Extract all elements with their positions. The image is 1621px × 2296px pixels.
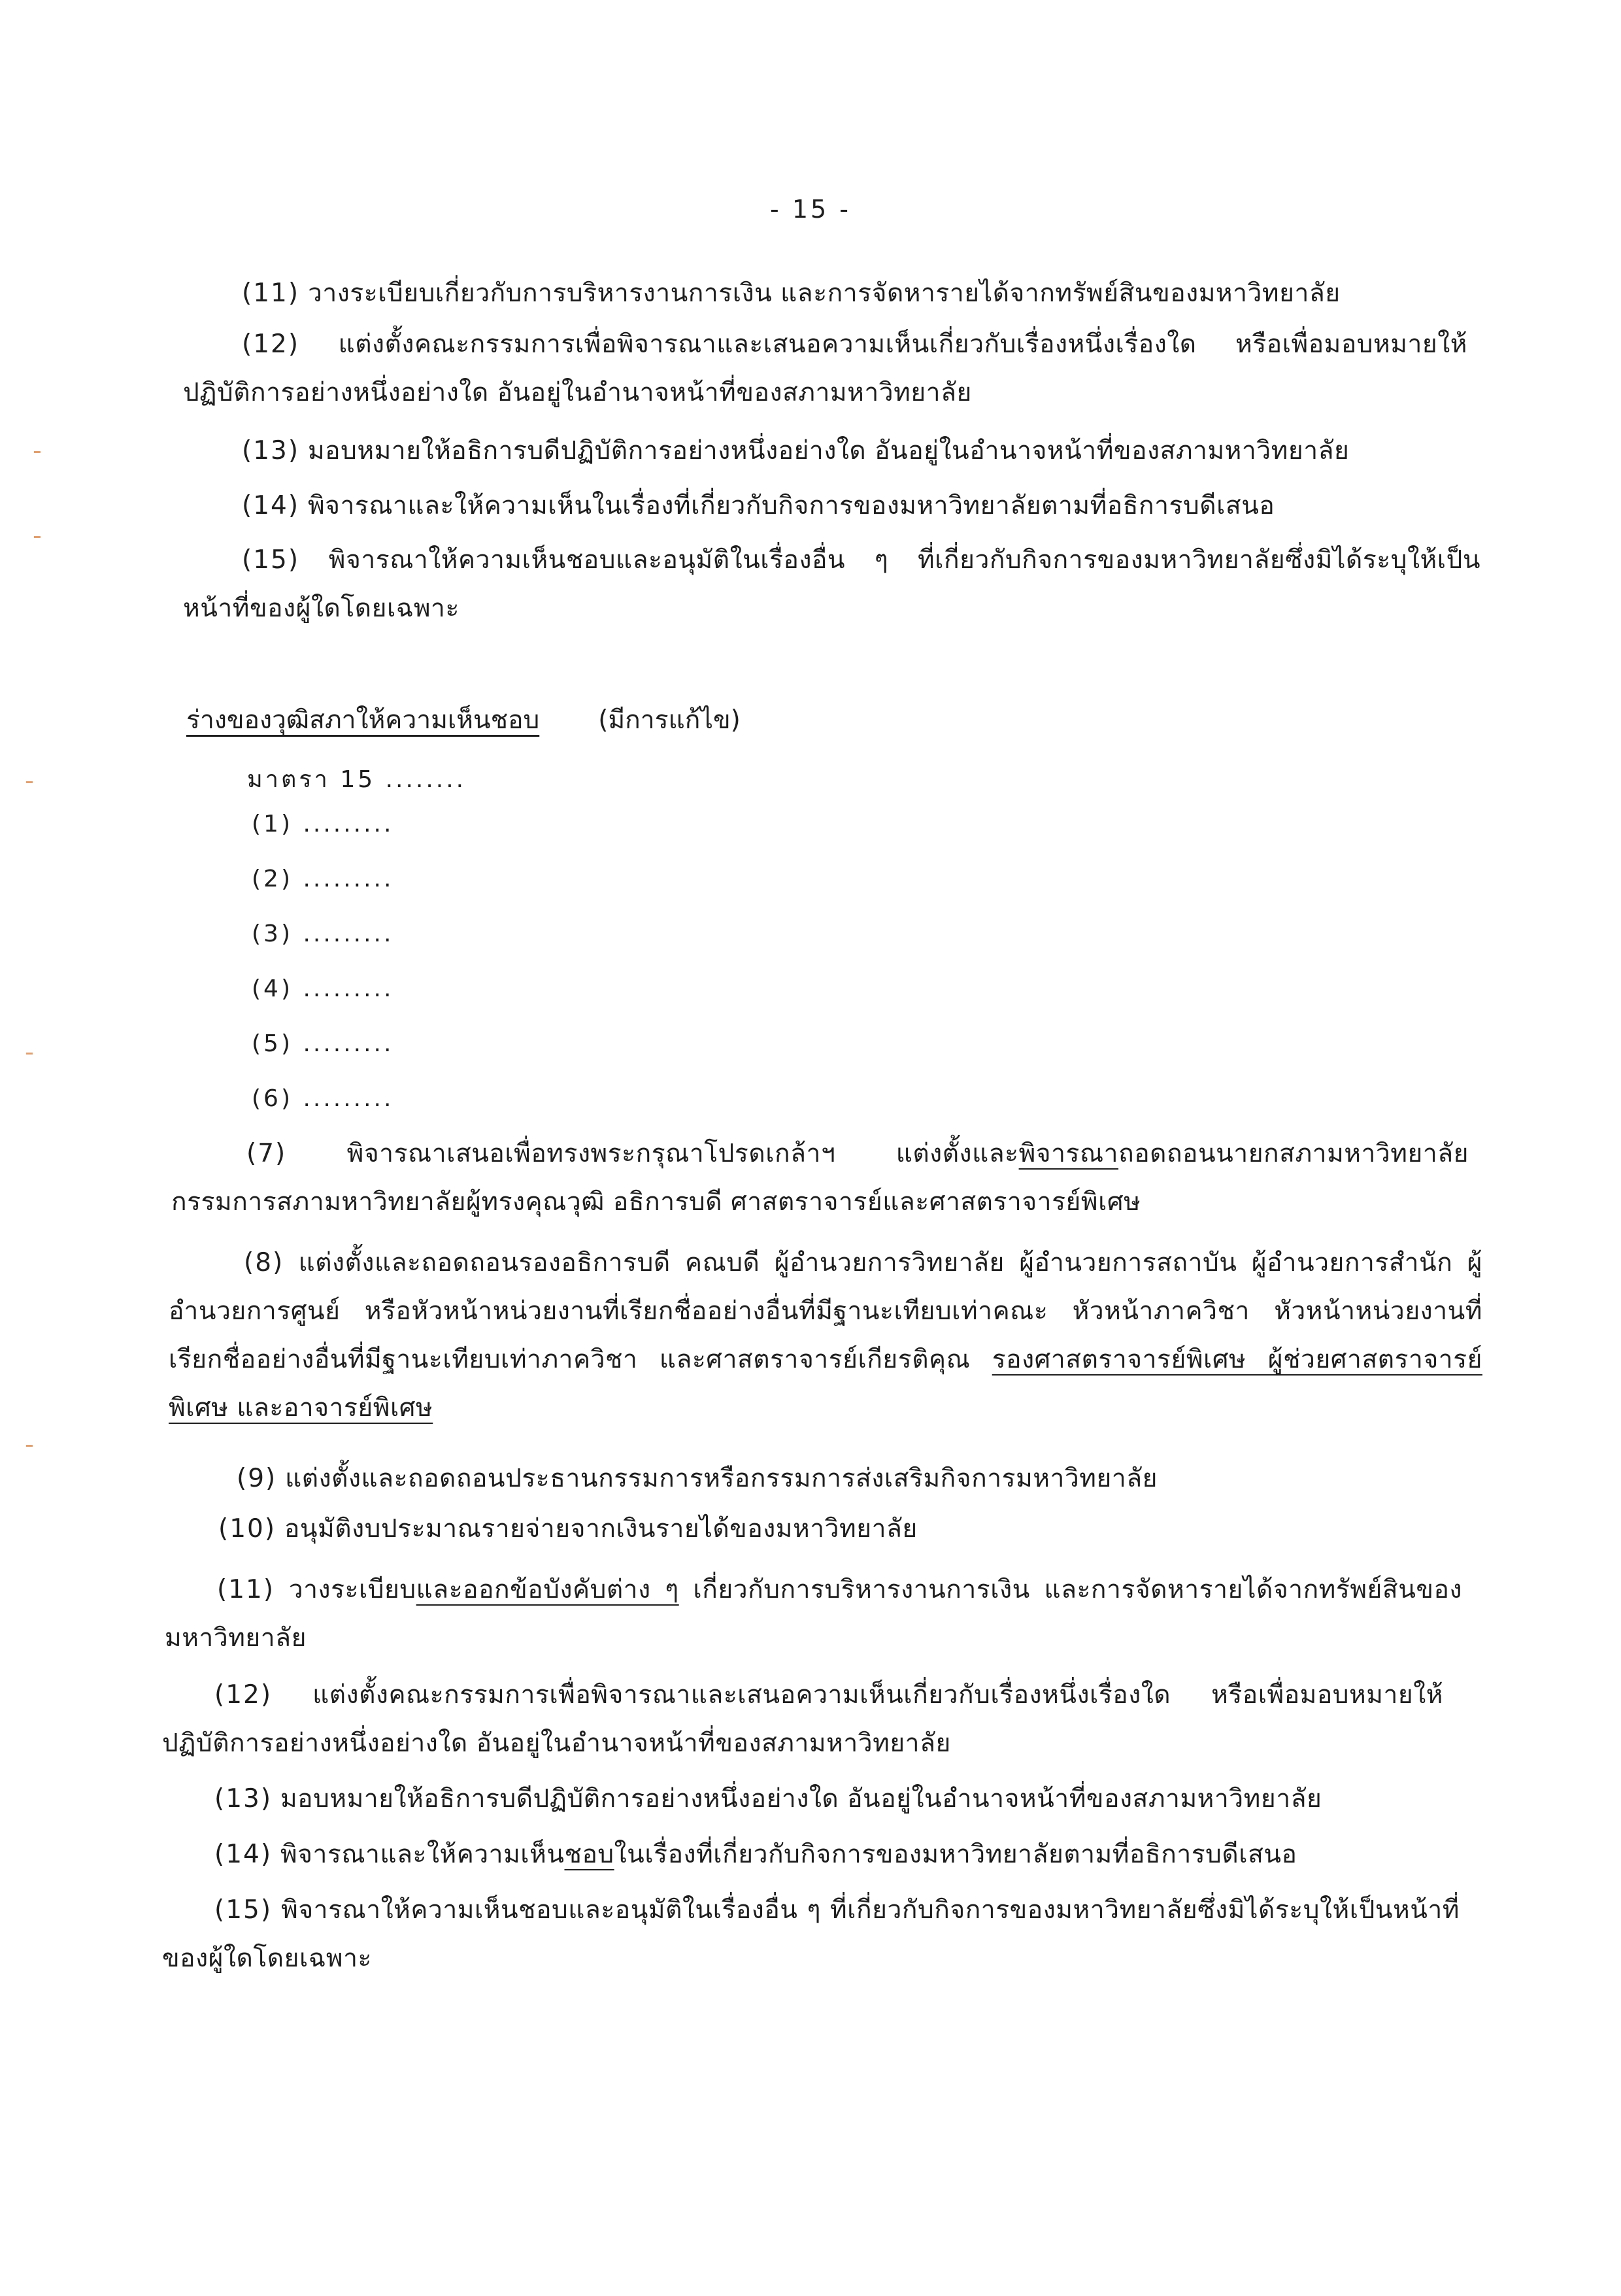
item-number: (13) <box>242 436 300 465</box>
item-text: ในเรื่องที่เกี่ยวกับกิจการของมหาวิทยาลัยตามที่อธิการบดีเสนอ <box>614 1840 1297 1869</box>
top-item-15 <box>183 536 1480 633</box>
item-number: (9) <box>237 1464 277 1493</box>
item-number: (2) <box>252 866 293 892</box>
stub-item-6 <box>252 1085 393 1112</box>
stub-item-2 <box>252 866 393 892</box>
item-text: มอบหมายให้อธิการบดีปฏิบัติการอย่างหนึ่งอย่างใด อันอยู่ในอำนาจหน้าที่ของสภามหาวิทยาลัย <box>280 1784 1322 1814</box>
margin-mark <box>34 451 41 453</box>
item-10 <box>171 1505 1469 1553</box>
item-dots: ......... <box>303 811 394 837</box>
item-text: พิจารณาและให้ความเห็นในเรื่องที่เกี่ยวกับกิจการของมหาวิทยาลัยตามที่อธิการบดีเสนอ <box>307 491 1275 520</box>
item-number: (4) <box>252 975 293 1002</box>
margin-mark <box>34 536 41 538</box>
item-number: (13) <box>214 1784 273 1814</box>
item-dots: ......... <box>303 866 394 892</box>
item-number: (10) <box>218 1514 276 1544</box>
item-text: วางระเบียบเกี่ยวกับการบริหารงานการเงิน และการจัดหารายได้จากทรัพย์สินของมหาวิทยาลัย <box>307 279 1341 308</box>
item-number: (14) <box>214 1840 273 1869</box>
item-8 <box>169 1239 1482 1432</box>
item-text: พิจารณาให้ความเห็นชอบและอนุมัติในเรื่องอื่น ๆ ที่เกี่ยวกับกิจการของมหาวิทยาลัยซึ่งมิได้ระบุให้เป็นหน้าที่ของผู้ใดโดยเฉพาะ <box>183 545 1481 623</box>
amended-text: รองศาสตราจารย์พิเศษ ผู้ช่วยศาสตราจารย์พิเศษ และอาจารย์พิเศษ <box>169 1345 1482 1423</box>
item-dots: ......... <box>303 920 394 947</box>
item-text: แต่งตั้งคณะกรรมการเพื่อพิจารณาและเสนอความเห็นเกี่ยวกับเรื่องหนึ่งเรื่องใด หรือเพื่อมอบหมายให้ปฏิบัติการอย่างหนึ่งอย่างใด อันอยู่ในอำนาจหน้าที่ของสภามหาวิทยาลัย <box>183 329 1467 407</box>
item-number: (3) <box>252 920 293 947</box>
section-label: มาตรา 15 ........ <box>247 766 467 793</box>
item-15 <box>162 1886 1460 1983</box>
top-item-12 <box>183 320 1467 417</box>
heading-title: ร่างของวุฒิสภาให้ความเห็นชอบ <box>186 705 540 735</box>
item-number: (15) <box>214 1895 273 1925</box>
stub-item-4 <box>252 975 393 1002</box>
item-number: (11) <box>242 279 300 308</box>
item-number: (12) <box>242 329 300 359</box>
section-heading <box>186 696 741 745</box>
item-text: แต่งตั้งและถอดถอนประธานกรรมการหรือกรรมการส่งเสริมกิจการมหาวิทยาลัย <box>285 1464 1158 1493</box>
item-number: (6) <box>252 1085 293 1112</box>
item-number: (14) <box>242 491 300 520</box>
item-text: แต่งตั้งคณะกรรมการเพื่อพิจารณาและเสนอความเห็นเกี่ยวกับเรื่องหนึ่งเรื่องใด หรือเพื่อมอบหมายให้ปฏิบัติการอย่างหนึ่งอย่างใด อันอยู่ในอำนาจหน้าที่ของสภามหาวิทยาลัย <box>162 1680 1443 1758</box>
item-number: (15) <box>242 545 300 575</box>
margin-mark <box>26 1053 33 1055</box>
stub-item-3 <box>252 920 393 947</box>
top-item-11 <box>183 269 1480 318</box>
item-9 <box>171 1455 1469 1503</box>
item-text: เกี่ยวกับการบริหารงานการเงิน และการจัดหารายได้จากทรัพย์สินของมหาวิทยาลัย <box>165 1575 1462 1653</box>
item-number: (12) <box>214 1680 273 1710</box>
item-number: (11) <box>217 1575 275 1604</box>
item-text: อนุมัติงบประมาณรายจ่ายจากเงินรายได้ของมหาวิทยาลัย <box>284 1514 918 1544</box>
item-7 <box>171 1130 1469 1226</box>
item-number: (7) <box>246 1139 287 1168</box>
stub-item-5 <box>252 1030 393 1057</box>
item-number: (5) <box>252 1030 293 1057</box>
item-text: พิจารณาเสนอเพื่อทรงพระกรุณาโปรดเกล้าฯ แต่งตั้งและ <box>346 1139 1019 1168</box>
heading-note: (มีการแก้ไข) <box>598 705 741 735</box>
item-12 <box>162 1671 1443 1768</box>
amended-text: พิจารณา <box>1018 1139 1119 1168</box>
item-dots: ......... <box>303 1030 394 1057</box>
margin-mark <box>26 1445 33 1447</box>
item-dots: ......... <box>303 1085 394 1112</box>
item-text: พิจารณาให้ความเห็นชอบและอนุมัติในเรื่องอื่น ๆ ที่เกี่ยวกับกิจการของมหาวิทยาลัยซึ่งมิได้ระบุให้เป็นหน้าที่ของผู้ใดโดยเฉพาะ <box>162 1895 1460 1973</box>
item-dots: ......... <box>303 975 394 1002</box>
amended-text: และออกข้อบังคับต่าง ๆ <box>416 1575 679 1604</box>
item-text: แต่งตั้งและถอดถอนรองอธิการบดี คณบดี ผู้อำนวยการวิทยาลัย ผู้อำนวยการสถาบัน ผู้อำนวยการสำนัก ผู้อำนวยการศูนย์ หรือหัวหน้าหน่วยงานที่เรียกชื่ออย่างอื่นที่มีฐานะเทียบเท่าคณะ หัวหน้าภาควิชา หัวหน้าหน่วยงานที่เรียกชื่ออย่างอื่นที่มีฐานะเทียบเท่าภาควิชา และศาสตราจารย์เกียรติคุณ <box>169 1248 1482 1374</box>
amended-text: ชอบ <box>564 1840 614 1869</box>
top-item-13 <box>183 427 1480 475</box>
item-13 <box>162 1775 1460 1823</box>
item-text: พิจารณาและให้ความเห็น <box>280 1840 565 1869</box>
item-number: (1) <box>252 811 293 837</box>
page-number: - 15 - <box>770 195 851 224</box>
item-text: ถอดถอนนายกสภามหาวิทยาลัย กรรมการสภามหาวิทยาลัยผู้ทรงคุณวุฒิ อธิการบดี ศาสตราจารย์และศาสตราจารย์พิเศษ <box>171 1139 1469 1217</box>
item-text: วางระเบียบ <box>288 1575 416 1604</box>
item-11 <box>165 1566 1462 1663</box>
item-number: (8) <box>244 1248 284 1277</box>
margin-mark <box>26 781 33 783</box>
stub-item-1 <box>252 811 393 837</box>
item-14 <box>162 1831 1460 1879</box>
item-text: มอบหมายให้อธิการบดีปฏิบัติการอย่างหนึ่งอย่างใด อันอยู่ในอำนาจหน้าที่ของสภามหาวิทยาลัย <box>307 436 1350 465</box>
top-item-14 <box>183 482 1480 530</box>
